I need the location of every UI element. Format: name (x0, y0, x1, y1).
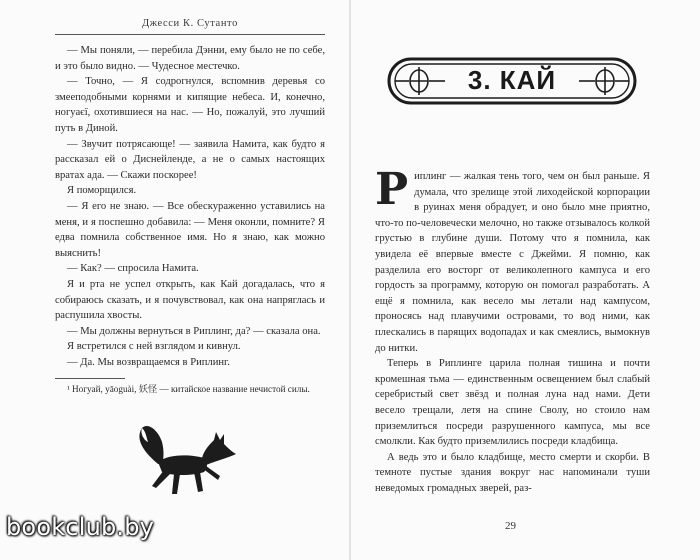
page-number: 29 (505, 520, 516, 532)
paragraph: — Звучит потрясающе! — заявила Намита, как будто я рассказал ей о Диснейленде, а не о самых настоящих вратах ада. — Скажи поскорее! (55, 138, 325, 181)
left-page (55, 18, 325, 396)
drop-cap: Р (375, 164, 409, 215)
page-gutter (349, 0, 351, 560)
paragraph: А ведь это и было кладбище, место смерти и скорби. В темноте пустые здания вокруг нас напоминали туши неведомых громадных зверей, раз- (375, 451, 650, 494)
paragraph: — Мы должны вернуться в Риплинг, да? — сказала она. (67, 325, 321, 337)
paragraph: — Я его не знаю. — Все обескураженно уставились на меня, и я поспешно добавила: — Меня оконли, помните? Я едва помнила собственное имя. Но я знаю, как можно выяснить! (55, 200, 325, 259)
footnote-rule (55, 378, 125, 379)
paragraph: Я встретился с ней взглядом и кивнул. (67, 341, 241, 353)
paragraph: — Как? — спросила Намита. (67, 263, 199, 275)
running-head-rule (55, 34, 325, 35)
paragraph: Теперь в Риплинге царила полная тишина и почти кромешная тьма — единственным освещением был слабый серебристый свет звёзд и полная луна над нами. Дети весело трещали, летя на спине Сволу, но стоило нам приземлиться посреди разрушенного кампуса, мы все смолкли. Как будто приземлились посреди кладбища. (375, 358, 650, 448)
right-page (375, 55, 650, 496)
paragraph: — Точно, — Я содрогнулся, вспомнив деревья со змееподобными корнями и кипящие небеса. И, конечно, ногуаєї, охотившиеся на нас. — Но, пожалуй, это лучший путь в Диной. (55, 76, 325, 134)
chapter-heading (387, 55, 637, 107)
opening-paragraph (375, 164, 650, 356)
paragraph: — Да. Мы возвращаемся в Риплинг. (67, 356, 230, 368)
paragraph: Я поморщился. (67, 185, 137, 197)
opening-paragraph-text: иплинг — жалкая тень того, чем он был раньше. Я думала, что зрелище этой лиходейской корпорации в руинах меня обрадует, и оно было мне приятно, что-то по-человечески мелочно, но также отзывалось колкой грустью в глубине души. Потому что я помнила, как увидела её впервые вместе с Джейми. Я помню, как разделила его восторг от великолепного кампуса и его гордость за программу, которую он помогал разработать. А ещё я помнила, как весело мы летали над кампусом, проносясь над плавучими островами, то вод ними, как плескались в парящих водопадах и как смеялись, вымокнув до нитки. (375, 171, 650, 354)
watermark: bookclub.by (6, 513, 155, 541)
right-page-text (375, 164, 650, 496)
left-page-text (55, 43, 325, 370)
footnote: ¹ Ногуай, yāoguài, 妖怪 — китайское название нечистой силы. (67, 384, 310, 395)
fox-illustration (128, 424, 240, 500)
chapter-title: 3. КАЙ (467, 65, 557, 95)
paragraph: — Мы поняли, — перебила Дэнни, ему было не по себе, и это было видно. — Чудесное местечко. (55, 45, 325, 72)
running-head: Джесси К. Сутанто (142, 18, 238, 29)
paragraph: Я и рта не успел открыть, как Кай догадалась, что я собираюсь сказать, и я почувствовал, как она напряглась и распушила хвосты. (55, 278, 325, 322)
